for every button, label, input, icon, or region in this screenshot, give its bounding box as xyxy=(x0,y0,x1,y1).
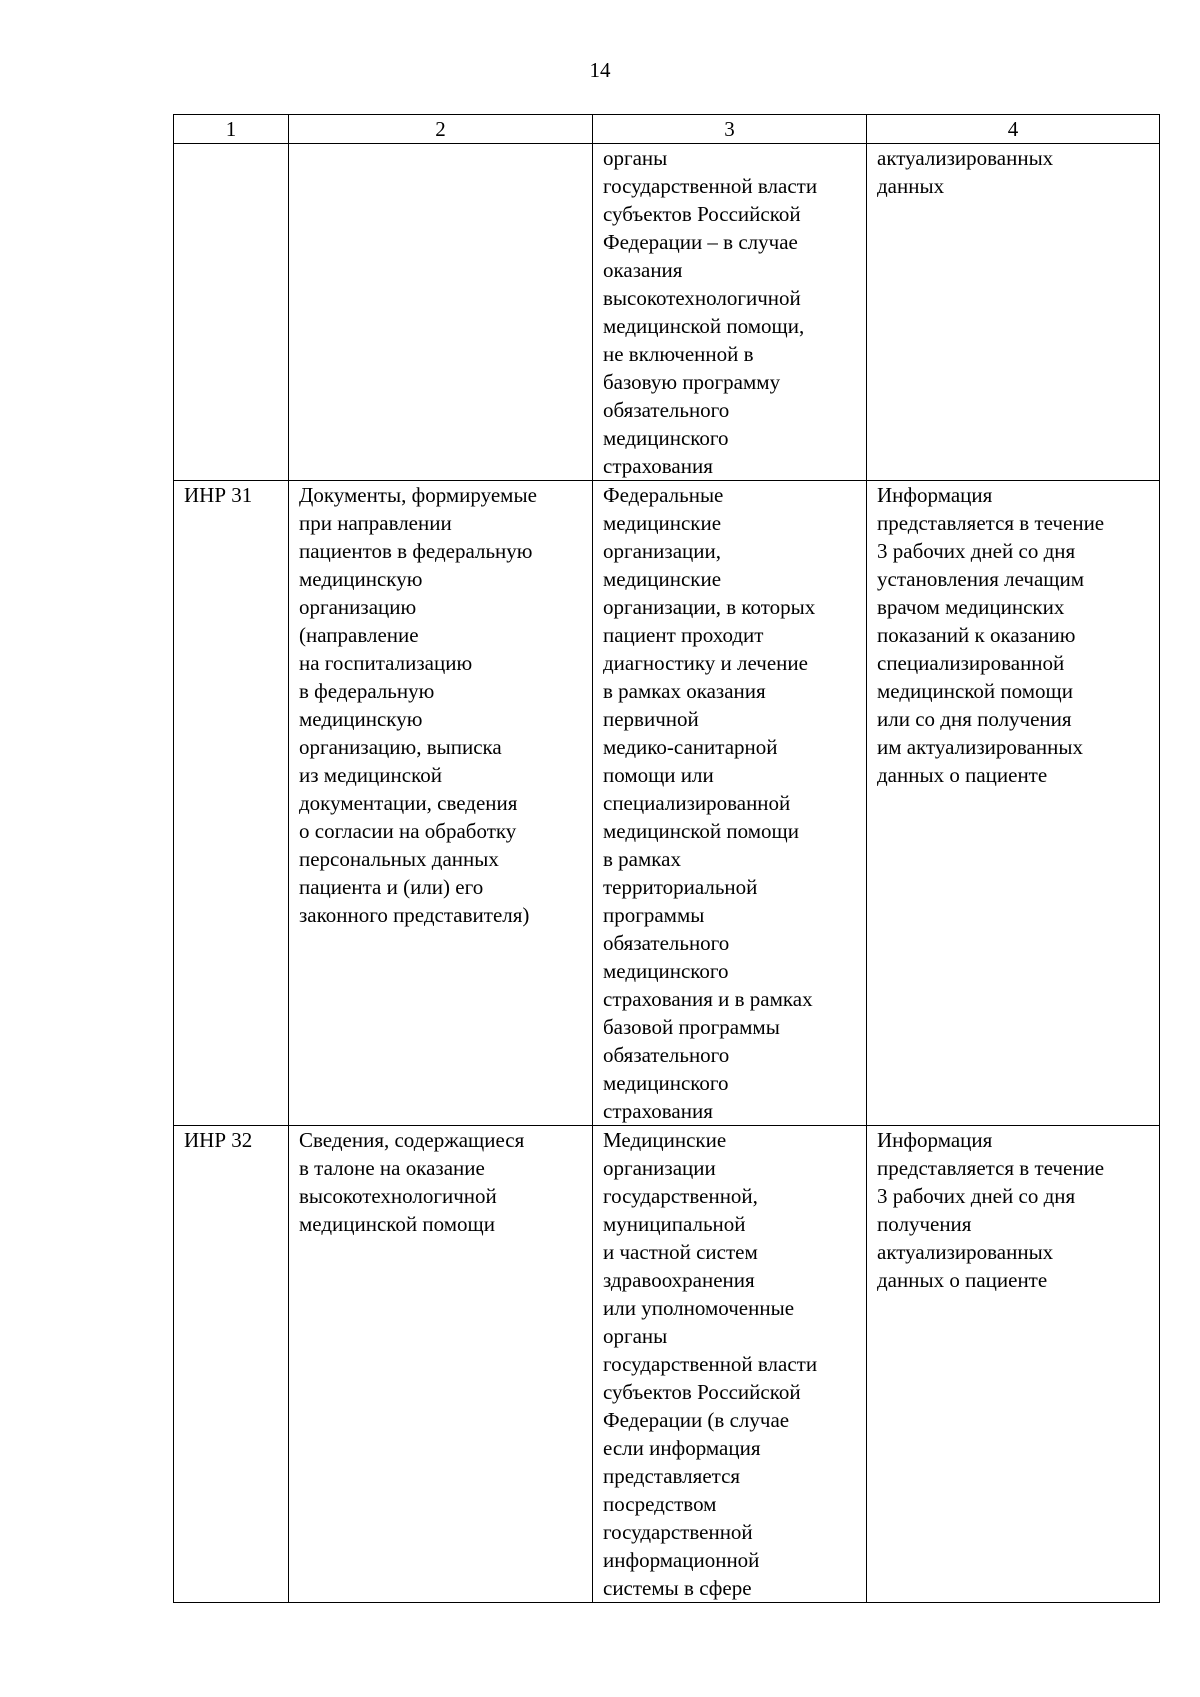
table-header-row xyxy=(174,115,1160,144)
page-number: 14 xyxy=(589,58,611,82)
row-description-cell xyxy=(289,144,593,481)
table-row xyxy=(174,144,1160,481)
row-description-cell: Документы, формируемые при направлении пациентов в федеральную медицинскую организацию (направление на госпитализацию в федеральную медицинскую организацию, выписка из медицинской документации, сведения о согласии на обработку персональных данных пациента и (или) его законного представителя) xyxy=(289,481,593,1126)
row-code-cell: ИНР 31 xyxy=(174,481,289,1126)
row-description-cell: Сведения, содержащиеся в талоне на оказание высокотехнологичной медицинской помощи xyxy=(289,1126,593,1603)
row-provider-cell: Федеральные медицинские организации, медицинские организации, в которых пациент проходит диагностику и лечение в рамках оказания первичной медико-санитарной помощи или специализированной медицинской помощи в рамках территориальной программы обязательного медицинского страхования и в рамках базовой программы обязательного медицинского страхования xyxy=(593,481,867,1126)
row-code-cell: ИНР 32 xyxy=(174,1126,289,1603)
table-row xyxy=(174,1126,1160,1603)
header-cell-4: 4 xyxy=(867,115,1160,144)
row-timing-cell: актуализированных данных xyxy=(867,144,1160,481)
row-timing-cell: Информация представляется в течение 3 рабочих дней со дня установления лечащим врачом медицинских показаний к оказанию специализированной медицинской помощи или со дня получения им актуализированных данных о пациенте xyxy=(867,481,1160,1126)
row-code-cell xyxy=(174,144,289,481)
document-table xyxy=(173,114,1160,1603)
header-cell-1: 1 xyxy=(174,115,289,144)
header-cell-3: 3 xyxy=(593,115,867,144)
table-row xyxy=(174,481,1160,1126)
row-provider-cell: Медицинские организации государственной, муниципальной и частной систем здравоохранения или уполномоченные органы государственной власти субъектов Российской Федерации (в случае если информация представляется посредством государственной информационной системы в сфере xyxy=(593,1126,867,1603)
header-cell-2: 2 xyxy=(289,115,593,144)
row-timing-cell: Информация представляется в течение 3 рабочих дней со дня получения актуализированных данных о пациенте xyxy=(867,1126,1160,1603)
row-provider-cell: органы государственной власти субъектов Российской Федерации – в случае оказания высокотехнологичной медицинской помощи, не включенной в базовую программу обязательного медицинского страхования xyxy=(593,144,867,481)
